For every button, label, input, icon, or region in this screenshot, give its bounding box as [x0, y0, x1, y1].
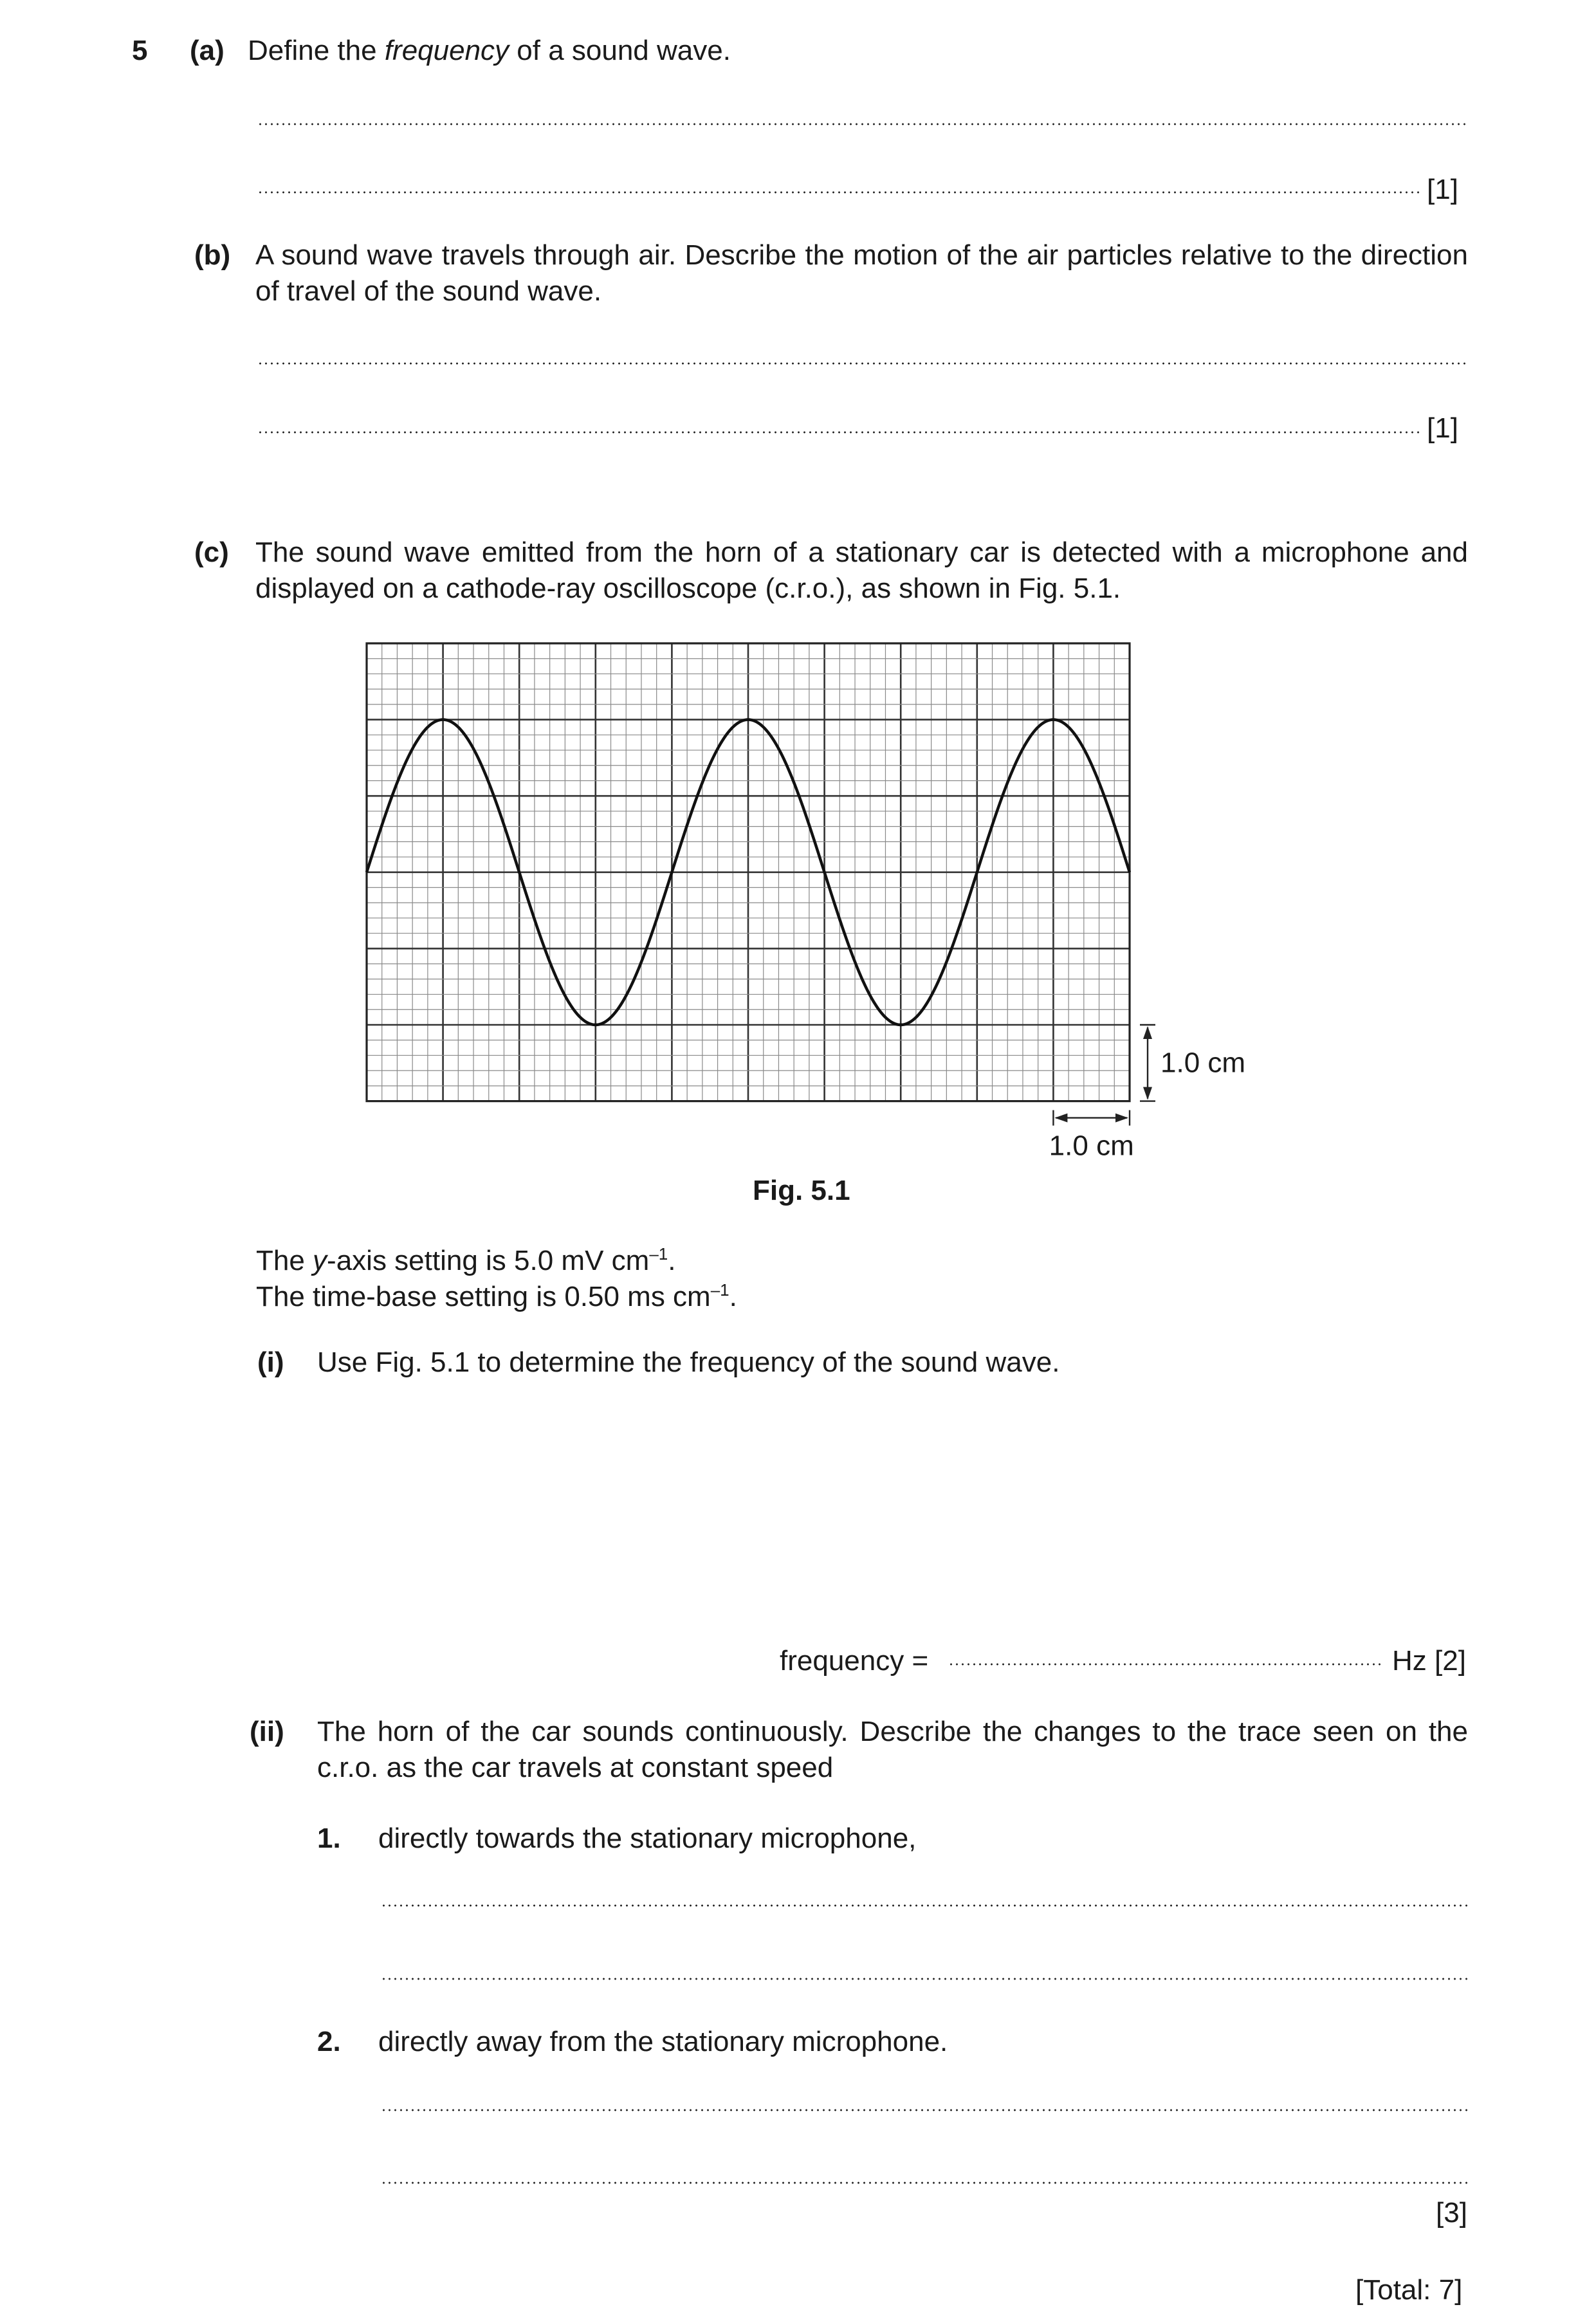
- y-letter: y: [313, 1245, 327, 1276]
- part-a-label: (a): [190, 35, 225, 66]
- part-a-emphasis: frequency: [384, 35, 509, 66]
- answer-line-b1[interactable]: [257, 362, 1467, 365]
- y-setting-exponent: –1: [649, 1244, 668, 1264]
- answer-line-ii-1b[interactable]: [381, 1977, 1468, 1981]
- vertical-scale-arrowhead: [1143, 1087, 1152, 1100]
- answer-line-a1[interactable]: [257, 122, 1467, 126]
- question-number: 5: [132, 35, 148, 66]
- time-setting-exponent: –1: [710, 1280, 729, 1300]
- question-total: [Total: 7]: [1355, 2274, 1463, 2306]
- horizontal-scale-arrowhead: [1054, 1114, 1067, 1123]
- part-c-ii-question: The horn of the car sounds continuously. Describe the changes to the trace seen on the c.r.o. as the car travels at constant speed: [317, 1716, 1468, 1783]
- part-c-question: The sound wave emitted from the horn of a stationary car is detected with a microphone and displayed on a cathode-ray oscilloscope (c.r.o.), as shown in Fig. 5.1.: [255, 537, 1468, 604]
- item-2-label: 2.: [317, 2026, 341, 2057]
- time-setting-value: The time-base setting is 0.50 ms cm: [256, 1281, 711, 1312]
- vertical-scale-arrowhead: [1143, 1026, 1152, 1039]
- y-setting-value: -axis setting is 5.0 mV cm: [327, 1245, 650, 1276]
- vertical-scale-label: 1.0 cm: [1160, 1047, 1246, 1079]
- frequency-answer-prefix: frequency =: [780, 1645, 929, 1677]
- item-1-label: 1.: [317, 1823, 341, 1854]
- answer-line-ii-2b[interactable]: [381, 2181, 1468, 2185]
- part-c-ii-marks: [3]: [1436, 2197, 1467, 2229]
- part-b-question: A sound wave travels through air. Describe the motion of the air particles relative to the direction of travel of the sound wave.: [255, 239, 1468, 307]
- answer-line-ii-2a[interactable]: [381, 2108, 1468, 2112]
- y-axis-setting: [256, 1245, 675, 1278]
- part-a-question: [248, 35, 731, 68]
- horizontal-scale-label: 1.0 cm: [1049, 1130, 1134, 1162]
- part-b-marks: [1]: [1427, 412, 1458, 444]
- figure-caption: Fig. 5.1: [753, 1175, 850, 1206]
- part-c-i-label: (i): [257, 1346, 284, 1378]
- part-c-label: (c): [194, 537, 229, 568]
- answer-line-a2[interactable]: [257, 190, 1423, 194]
- answer-line-ii-1a[interactable]: [381, 1904, 1468, 1907]
- figure-5-1: [360, 637, 1261, 1177]
- part-a-text-start: Define the: [248, 35, 385, 66]
- horizontal-scale-arrowhead: [1115, 1114, 1128, 1123]
- time-setting-period: .: [729, 1281, 737, 1312]
- y-setting-period: .: [668, 1245, 676, 1276]
- y-setting-start: The: [256, 1245, 313, 1276]
- item-2-text: directly away from the stationary microphone.: [378, 2026, 948, 2057]
- part-c-ii-label: (ii): [250, 1716, 284, 1747]
- part-b-label: (b): [194, 239, 231, 271]
- answer-line-b2[interactable]: [257, 430, 1423, 434]
- frequency-answer-suffix: Hz [2]: [1392, 1645, 1466, 1677]
- cro-screen: [360, 637, 1261, 1177]
- item-1-text: directly towards the stationary microphone,: [378, 1823, 917, 1854]
- time-base-setting: [256, 1281, 737, 1314]
- part-a-marks: [1]: [1427, 174, 1458, 205]
- part-a-text-end: of a sound wave.: [509, 35, 731, 66]
- part-c-i-question: Use Fig. 5.1 to determine the frequency of the sound wave.: [317, 1346, 1060, 1378]
- frequency-answer-line[interactable]: [948, 1662, 1383, 1666]
